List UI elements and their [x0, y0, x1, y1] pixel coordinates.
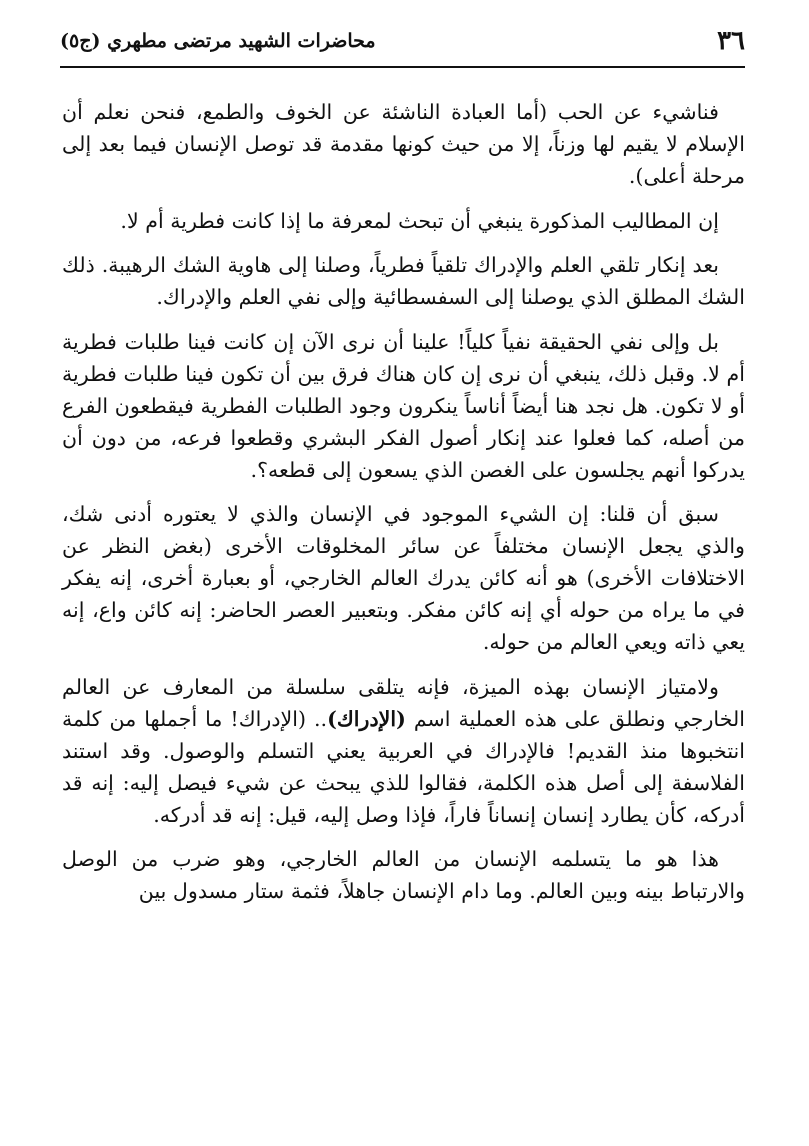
paragraph-1: فناشيء عن الحب (أما العبادة الناشئة عن الخوف والطمع، فنحن نعلم أن الإسلام لا يقيم لها وزناً، إلا من حيث كونها مقدمة قد توصل الإنسان فيما بعد إلى مرحلة أعلى). — [62, 100, 745, 188]
paragraph-5: سبق أن قلنا: إن الشيء الموجود في الإنسان والذي لا يعتوره أدنى شك، والذي يجعل الإنسان مختلفاً عن سائر المخلوقات الأخرى (بغض النظر عن الاختلافات الأخرى) هو أنه كائن يدرك العالم الخارجي، أو بعبارة أخرى، إنه يفكر في ما يراه من حوله أي إنه كائن مفكر. وبتعبير العصر الحاضر: إنه كائن واع، إنه يعي ذاته ويعي العالم من حوله. — [62, 502, 745, 654]
paragraph-7: هذا هو ما يتسلمه الإنسان من العالم الخارجي، وهو ضرب من الوصل والارتباط بينه وبين العالم. وما دام الإنسان جاهلاً، فثمة ستار مسدول بين — [62, 847, 745, 903]
header-title: محاضرات الشهيد مرتضى مطهري (ج٥) — [60, 30, 376, 52]
bold-term-idrak: (الإدراك) — [327, 706, 406, 731]
body-text — [62, 96, 745, 920]
bold-term-idrak-exclaim: (الإدراك! — [230, 706, 307, 731]
paragraph-6-text-after: ما أجملها من كلمة انتخبوها منذ القديم! فالإدراك في العربية يعني التسلم والوصول. وقد استند الفلاسفة إلى أصل هذه الكلمة، فقالوا للذي يبحث عن شيء فيصل إليه: إنه قد أدركه، كأن يطارد إنسان إنساناً فاراً، فإذا وصل إليه، قيل: إنه قد أدركه. — [62, 706, 745, 827]
running-header — [60, 20, 745, 62]
paragraph-2: إن المطاليب المذكورة ينبغي أن تبحث لمعرفة ما إذا كانت فطرية أم لا. — [120, 208, 719, 233]
paragraph-6-text-middle: .. — [306, 706, 328, 731]
page-number: ٣٦ — [717, 26, 745, 56]
paragraph-6-text-before: ولامتياز الإنسان بهذه الميزة، فإنه يتلقى سلسلة من المعارف عن العالم الخارجي ونطلق على هذه العملية اسم — [62, 674, 745, 731]
paragraph-3: بعد إنكار تلقي العلم والإدراك تلقياً فطرياً، وصلنا إلى هاوية الشك الرهيبة. ذلك الشك المطلق الذي يوصلنا إلى السفسطائية وإلى نفي العلم والإدراك. — [62, 253, 745, 309]
paragraph-6 — [62, 671, 745, 831]
header-rule — [60, 66, 745, 68]
paragraph-4: بل وإلى نفي الحقيقة نفياً كلياً! علينا أن نرى الآن إن كانت فينا طلبات فطرية أم لا. وقبل ذلك، ينبغي أن نرى إن كان هناك فرق بين أن تكون فينا طلبات فطرية أو لا تكون. هل نجد هنا أيضاً أناساً ينكرون وجود الطلبات الفطرية فيقطعون الفرع من أصله، كما فعلوا عند إنكار أصول الفكر البشري وقطعوا فرعه، من دون أن يدركوا أنهم يجلسون على الغصن الذي يسعون إلى قطعه؟. — [62, 329, 745, 482]
